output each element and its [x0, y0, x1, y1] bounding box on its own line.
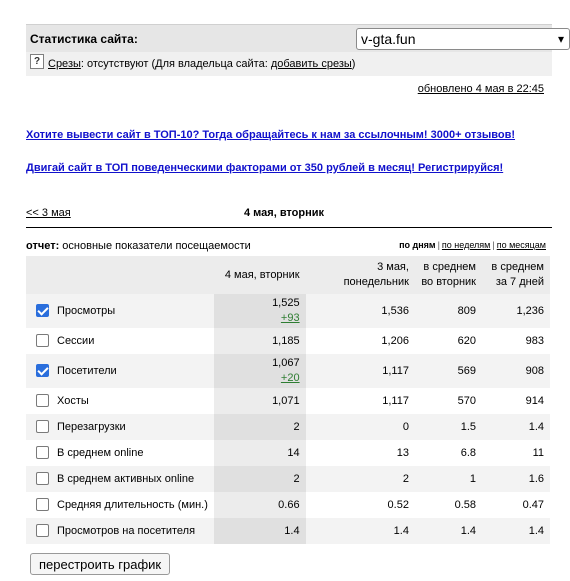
- metric-label: Просмотров на посетителя: [57, 524, 196, 537]
- rebuild-chart-button[interactable]: перестроить график: [30, 553, 170, 575]
- metric-name-cell: [26, 518, 214, 544]
- table-row: [26, 518, 550, 544]
- value-avg-7days: 1.6: [482, 466, 550, 492]
- table-row: [26, 492, 550, 518]
- promo-behavior-link[interactable]: Двигай сайт в ТОП поведенческими факторами от 350 рублей в месяц! Регистрируйся!: [26, 162, 504, 174]
- value-current: [214, 518, 306, 544]
- day-navigation: [26, 200, 552, 228]
- metric-checkbox[interactable]: [36, 364, 49, 377]
- value-current: [214, 354, 306, 388]
- value-avg-7days: 1.4: [482, 518, 550, 544]
- metric-checkbox[interactable]: [36, 498, 49, 511]
- cuts-status: : отсутствуют (Для владельца сайта:: [80, 58, 271, 70]
- prev-day-link[interactable]: << 3 мая: [26, 207, 71, 219]
- period-switcher: по дням | по неделям | по месяцам: [399, 240, 546, 250]
- metric-name-cell: [26, 414, 214, 440]
- value-avg-tuesday: 1: [415, 466, 482, 492]
- metric-name-cell: [26, 492, 214, 518]
- site-select-value: v-gta.fun: [361, 31, 416, 47]
- metric-label: Просмотры: [57, 304, 116, 317]
- value-current-text: 14: [287, 446, 300, 459]
- period-days[interactable]: по дням: [399, 240, 436, 250]
- header-previous: 3 мая, понедельник: [306, 256, 415, 294]
- period-months[interactable]: по месяцам: [496, 240, 546, 250]
- value-avg-tuesday: 809: [415, 294, 482, 328]
- value-previous: 0.52: [306, 492, 415, 518]
- metric-checkbox[interactable]: [36, 446, 49, 459]
- metric-name-cell: [26, 388, 214, 414]
- value-current-text: 1,071: [272, 394, 300, 407]
- cuts-close: ): [351, 58, 356, 70]
- value-current: [214, 414, 306, 440]
- table-row: [26, 388, 550, 414]
- cuts-link[interactable]: Срезы: [48, 58, 81, 70]
- value-avg-tuesday: 569: [415, 354, 482, 388]
- table-row: [26, 294, 550, 328]
- value-current: [214, 492, 306, 518]
- value-delta-link[interactable]: +93: [280, 312, 300, 324]
- metric-checkbox[interactable]: [36, 524, 49, 537]
- value-previous: 1,536: [306, 294, 415, 328]
- chevron-down-icon: ▾: [557, 32, 564, 46]
- value-avg-7days: 11: [482, 440, 550, 466]
- value-previous: 0: [306, 414, 415, 440]
- metric-checkbox[interactable]: [36, 472, 49, 485]
- metric-label: Средняя длительность (мин.): [57, 498, 208, 511]
- value-avg-7days: 908: [482, 354, 550, 388]
- value-current: [214, 294, 306, 328]
- value-avg-7days: 914: [482, 388, 550, 414]
- metric-label: Хосты: [57, 394, 89, 407]
- updated-link[interactable]: обновлено 4 мая в 22:45: [417, 83, 544, 95]
- value-avg-7days: 1.4: [482, 414, 550, 440]
- value-current-text: 2: [293, 420, 300, 433]
- metric-label: Сессии: [57, 334, 95, 347]
- value-previous: 1,117: [306, 388, 415, 414]
- cuts-bar: [26, 52, 552, 76]
- value-previous: 13: [306, 440, 415, 466]
- metric-checkbox[interactable]: [36, 420, 49, 433]
- value-current-text: 1,525: [272, 297, 300, 309]
- value-previous: 2: [306, 466, 415, 492]
- report-label-key: отчет:: [26, 240, 60, 252]
- stats-title: Статистика сайта:: [30, 32, 138, 46]
- report-row: [26, 240, 552, 256]
- value-avg-tuesday: 620: [415, 328, 482, 354]
- value-delta-link[interactable]: +20: [280, 372, 300, 384]
- value-avg-tuesday: 1.5: [415, 414, 482, 440]
- metric-checkbox[interactable]: [36, 394, 49, 407]
- value-current-text: 1.4: [284, 524, 300, 537]
- value-previous: 1,206: [306, 328, 415, 354]
- report-label: [26, 240, 251, 252]
- help-icon[interactable]: ?: [30, 54, 44, 69]
- value-avg-tuesday: 6.8: [415, 440, 482, 466]
- metric-label: В среднем online: [57, 446, 144, 459]
- table-header: [26, 256, 550, 294]
- header-avg-tuesday: в среднем во вторник: [415, 256, 482, 294]
- report-label-value: основные показатели посещаемости: [59, 240, 251, 252]
- period-weeks[interactable]: по неделям: [441, 240, 491, 250]
- metric-label: В среднем активных online: [57, 472, 195, 485]
- site-stats-bar: [26, 24, 564, 52]
- value-avg-tuesday: 1.4: [415, 518, 482, 544]
- value-avg-tuesday: 570: [415, 388, 482, 414]
- value-current: [214, 440, 306, 466]
- metric-name-cell: [26, 466, 214, 492]
- metric-label: Посетители: [57, 364, 117, 377]
- current-day: 4 мая, вторник: [244, 207, 325, 219]
- table-row: [26, 466, 550, 492]
- metric-name-cell: [26, 354, 214, 388]
- value-current-text: 1,185: [272, 334, 300, 347]
- value-previous: 1.4: [306, 518, 415, 544]
- metric-checkbox[interactable]: [36, 304, 49, 317]
- value-current: [214, 328, 306, 354]
- value-current-text: 2: [293, 472, 300, 485]
- table-row: [26, 328, 550, 354]
- cuts-text: [48, 58, 355, 70]
- value-current: [214, 466, 306, 492]
- metric-checkbox[interactable]: [36, 334, 49, 347]
- value-previous: 1,117: [306, 354, 415, 388]
- promo-top10-link[interactable]: Хотите вывести сайт в ТОП-10? Тогда обращайтесь к нам за ссылочным! 3000+ отзывов!: [26, 129, 516, 141]
- site-select[interactable]: [356, 28, 570, 50]
- value-current-text: 1,067: [272, 357, 300, 369]
- header-avg-7days: в среднем за 7 дней: [482, 256, 550, 294]
- metric-label: Перезагрузки: [57, 420, 126, 433]
- header-current: 4 мая, вторник: [214, 256, 306, 294]
- table-row: [26, 354, 550, 388]
- value-avg-tuesday: 0.58: [415, 492, 482, 518]
- table-row: [26, 414, 550, 440]
- value-current-text: 0.66: [278, 498, 300, 511]
- header-name: [26, 256, 214, 294]
- metric-name-cell: [26, 294, 214, 328]
- value-avg-7days: 0.47: [482, 492, 550, 518]
- stats-table: [26, 256, 550, 544]
- value-avg-7days: 1,236: [482, 294, 550, 328]
- value-avg-7days: 983: [482, 328, 550, 354]
- table-row: [26, 440, 550, 466]
- value-current: [214, 388, 306, 414]
- metric-name-cell: [26, 328, 214, 354]
- add-cuts-link[interactable]: добавить срезы: [270, 58, 352, 70]
- metric-name-cell: [26, 440, 214, 466]
